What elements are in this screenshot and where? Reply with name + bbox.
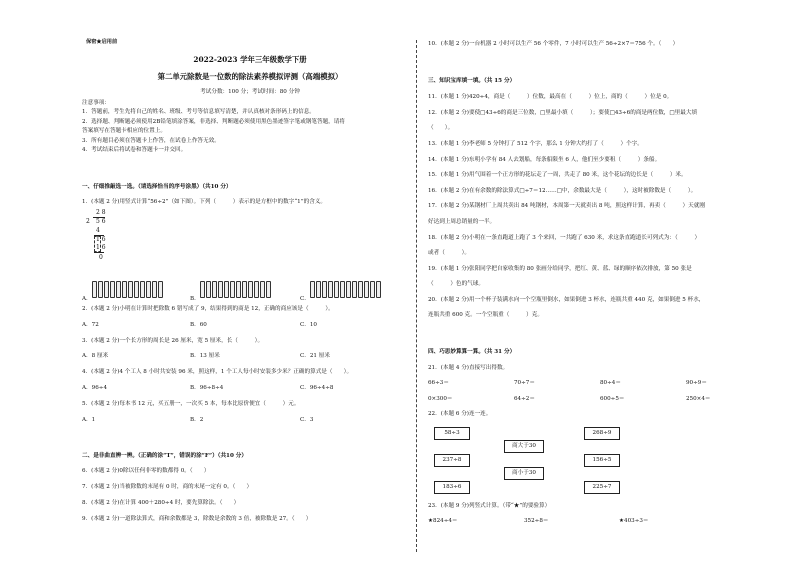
stick-bundle xyxy=(224,281,229,298)
stick-bundle xyxy=(328,281,333,298)
question-18-cont: 或者（ ）。 xyxy=(428,250,470,256)
oral-calc: 600÷5＝ xyxy=(600,396,625,402)
question-11: 11．(本题 1 分)420÷4，商是（ ）位数，最高在（ ）位上，商的（ ）位是 0。 xyxy=(428,94,673,100)
stick-bundle xyxy=(316,281,321,298)
q1-option-b[interactable]: B． xyxy=(190,296,200,302)
q1-option-a[interactable]: A． xyxy=(82,296,92,302)
q5-option-b[interactable]: B．2 xyxy=(190,417,204,423)
match-right-box[interactable]: 225÷7 xyxy=(584,481,620,494)
stick-bundle xyxy=(242,281,247,298)
stick-bundle xyxy=(92,281,97,298)
q3-option-a[interactable]: A．8 厘米 xyxy=(82,353,109,359)
question-10: 10．(本题 2 分)一台机器 2 小时可以生产 56 个零件，7 小时可以生产 56÷2×7＝756 个。（ ） xyxy=(428,41,679,47)
match-left-box[interactable]: 183÷6 xyxy=(434,481,470,494)
step-3: 1 6 xyxy=(96,244,106,251)
question-13: 13．(本题 1 分)李老师 5 分钟打了 512 个字，那么 1 分钟大约打了（ ）个字。 xyxy=(428,141,643,147)
step-2: 1 6 xyxy=(96,236,106,243)
stick-bundle xyxy=(236,281,241,298)
q1-option-c[interactable]: C． xyxy=(300,296,310,302)
stick-bundle xyxy=(340,281,345,298)
stick-bundle xyxy=(358,281,363,298)
note-item: 1．答题前，考生先将自己的姓名、班级、考号等信息填写清楚，并认真核对条形码上的信息。 xyxy=(82,109,315,115)
stick-bundle xyxy=(122,281,127,298)
note-item: 3．所有题目必须在答题卡上作答，在试卷上作答无效。 xyxy=(82,138,220,144)
question-15: 15．(本题 1 分)用气围着一个正方形的花坛走了一周，共走了 80 米，这个花坛的边长是（ ）米。 xyxy=(428,172,687,178)
sticks-image-a xyxy=(92,281,163,298)
question-12-cont: （ ）。 xyxy=(428,125,454,131)
q5-option-a[interactable]: A．1 xyxy=(82,417,96,423)
note-item: 2．选择题、判断题必须使用2B铅笔填涂答案，非选择、判断题必须使用黑色墨迹签字笔或钢笔答题，请将 xyxy=(82,119,345,125)
stick-bundle xyxy=(248,281,253,298)
stick-bundle xyxy=(364,281,369,298)
section1-heading: 一、仔细推敲选一选。（请选择恰当的序号涂黑）（共10 分） xyxy=(82,184,232,190)
stick-bundle xyxy=(370,281,375,298)
question-5: 5．(本题 2 分)每本书 12 元，买五册一，一次买 5 本，每本比原价便宜（ ）元。 xyxy=(82,401,300,407)
sticks-image-b xyxy=(200,281,271,298)
oral-calc: 0×300＝ xyxy=(428,396,453,402)
q5-option-c[interactable]: C．3 xyxy=(300,417,314,423)
oral-calc: 90÷9＝ xyxy=(686,380,707,386)
question-17-cont: 好达到上周总销量的一半。 xyxy=(428,219,496,225)
question-22: 22．(本题 6 分)连一连。 xyxy=(428,411,492,417)
question-20-cont: 连瓶共重 600 克。一个空瓶重（ ）克。 xyxy=(428,312,543,318)
note-item: 答案填写在答题卡相应的位置上。 xyxy=(82,128,166,134)
q2-option-b[interactable]: B．60 xyxy=(190,322,207,328)
stick-bundle xyxy=(334,281,339,298)
stick-bundle xyxy=(352,281,357,298)
divisor: 2 xyxy=(86,218,90,225)
match-right-box[interactable]: 268÷9 xyxy=(584,427,620,440)
section3-heading: 三、知识宝库填一填。（共 15 分） xyxy=(428,78,516,84)
stick-bundle xyxy=(200,281,205,298)
step-1: 4 xyxy=(96,227,100,234)
q4-option-a[interactable]: A．96÷4 xyxy=(82,385,107,391)
question-6: 6．(本题 2 分)0除以任何非零的数都得 0。（ ） xyxy=(82,468,210,474)
sticks-image-c xyxy=(310,281,381,298)
notes-heading: 注意事项： xyxy=(82,100,110,106)
question-18: 18．(本题 2 分)小明在一条直跑道上跑了 3 个来回，一共跑了 630 米，求这条直跑道长可列式为：（ ） xyxy=(428,235,701,241)
match-right-box[interactable]: 156÷5 xyxy=(584,454,620,467)
stick-bundle xyxy=(110,281,115,298)
match-middle-box[interactable]: 商大于30 xyxy=(504,440,544,453)
stick-bundle xyxy=(158,281,163,298)
quotient: 2 8 xyxy=(96,209,106,216)
written-calc-item: ★824÷4＝ xyxy=(428,518,458,524)
question-4: 4．(本题 2 分)4 个工人 8 小时共安装 96 米，照这样，1 个工人每小时安装多少米？正确的算式是（ ）。 xyxy=(82,369,353,375)
stick-bundle xyxy=(146,281,151,298)
question-2: 2．(本题 2 分)小明在计算时把除数 6 错写成了 9，结果得到的商是 12，正确的商应该是（ ）。 xyxy=(82,306,334,312)
match-left-box[interactable]: 237÷8 xyxy=(434,454,470,467)
stick-bundle xyxy=(212,281,217,298)
stick-bundle xyxy=(98,281,103,298)
oral-calc: 66÷3＝ xyxy=(428,380,449,386)
stick-bundle xyxy=(230,281,235,298)
stick-bundle xyxy=(310,281,315,298)
secret-label: 保密★启用前 xyxy=(86,39,118,45)
stick-bundle xyxy=(134,281,139,298)
section4-heading: 四、巧思妙算算一算。（共 31 分） xyxy=(428,349,516,355)
stick-bundle xyxy=(322,281,327,298)
note-item: 4．考试结束后将试卷和答题卡一并交回。 xyxy=(82,147,187,153)
question-19: 19．(本题 1 分)张阳同学把自家收集的 80 张画分给同学，把红、黄、蓝、绿的顺序依次排放，第 50 张是 xyxy=(428,266,692,272)
remainder: 0 xyxy=(99,254,103,261)
oral-calc: 70÷7＝ xyxy=(514,380,535,386)
stick-bundle xyxy=(140,281,145,298)
question-16: 16．(本题 2 分)在有余数的除法算式□÷7＝12……□中，余数最大是（ ），这时被除数是（ ）。 xyxy=(428,188,697,194)
step-line xyxy=(94,252,104,253)
oral-calc: 80÷4＝ xyxy=(600,380,621,386)
stick-bundle xyxy=(116,281,121,298)
question-21: 21．(本题 4 分)直接写出得数。 xyxy=(428,365,509,371)
stick-bundle xyxy=(266,281,271,298)
question-23: 23．(本题 9 分)列竖式计算。（带“★”的要验算） xyxy=(428,503,551,509)
question-1: 1．(本题 2 分)用竖式计算“56÷2”（如下图）。下列（ ）表示的是方框中的数字“1”的含义。 xyxy=(82,199,326,205)
question-12: 12．(本题 2 分)要使□43÷6的商是三位数，□里最小填（ ）；要使□43÷6的商是两位数，□里最大填 xyxy=(428,110,698,116)
oral-calc: 250×4＝ xyxy=(686,396,711,402)
stick-bundle xyxy=(128,281,133,298)
q4-option-b[interactable]: B．96÷8÷4 xyxy=(190,385,224,391)
stick-bundle xyxy=(218,281,223,298)
q2-option-a[interactable]: A．72 xyxy=(82,322,99,328)
dividend: 5 6 xyxy=(96,218,106,225)
match-left-box[interactable]: 58÷3 xyxy=(434,427,470,440)
question-3: 3．(本题 2 分)一个长方形的周长是 26 厘米，宽 5 厘米，长（ ）。 xyxy=(82,338,264,344)
exam-info: 考试分数：100 分；考试时间：80 分钟 xyxy=(200,89,300,95)
stick-bundle xyxy=(152,281,157,298)
stick-bundle xyxy=(376,281,381,298)
oral-calc: 64÷2＝ xyxy=(514,396,535,402)
stick-bundle xyxy=(104,281,109,298)
match-middle-box[interactable]: 商小于30 xyxy=(504,467,544,480)
question-7: 7．(本题 2 分)当被除数的末尾有 0 时，商的末尾一定有 0。（ ） xyxy=(82,484,253,490)
question-9: 9．(本题 2 分)一道除法算式，商和余数都是 3，除数是余数的 3 倍，被除数是 27。（ ） xyxy=(82,516,312,522)
written-calc-item: ★403÷3＝ xyxy=(619,518,649,524)
question-17: 17．(本题 2 分)某钢材厂上周共卖出 84 吨钢材，本周第一天就卖出 8 吨，照这样计算，再卖（ ）天就刚 xyxy=(428,203,705,209)
q2-option-c[interactable]: C．10 xyxy=(300,322,317,328)
q3-option-c[interactable]: C．21 厘米 xyxy=(300,353,330,359)
page-title: 2022-2023 学年三年级数学下册 xyxy=(193,55,307,64)
page-subtitle: 第二单元除数是一位数的除法素养模拟评测（高端模拟） xyxy=(157,72,343,81)
stick-bundle xyxy=(206,281,211,298)
column-divider xyxy=(416,40,417,552)
stick-bundle xyxy=(260,281,265,298)
section2-heading: 二、是非曲直辨一辨。（正确的涂“T”，错误的涂“F”）（共10 分） xyxy=(82,453,247,459)
q4-option-c[interactable]: C．96÷4÷8 xyxy=(300,385,334,391)
question-19-cont: （ ）色的气球。 xyxy=(428,281,484,287)
question-14: 14．(本题 1 分)东明小学有 84 人去划船，每条船限坐 6 人，他们至少要租（ ）条船。 xyxy=(428,157,661,163)
stick-bundle xyxy=(254,281,259,298)
question-20: 20．(本题 2 分)用一个杯子装满水向一个空瓶里倒水，如果倒进 3 杯水，连瓶共重 440 克，如果倒进 5 杯水， xyxy=(428,297,705,303)
written-calc-item: 352÷8＝ xyxy=(524,518,549,524)
q3-option-b[interactable]: B．13 厘米 xyxy=(190,353,220,359)
question-8: 8．(本题 2 分)在计算 400＋280÷4 时，要先算除法。（ ） xyxy=(82,500,240,506)
stick-bundle xyxy=(346,281,351,298)
